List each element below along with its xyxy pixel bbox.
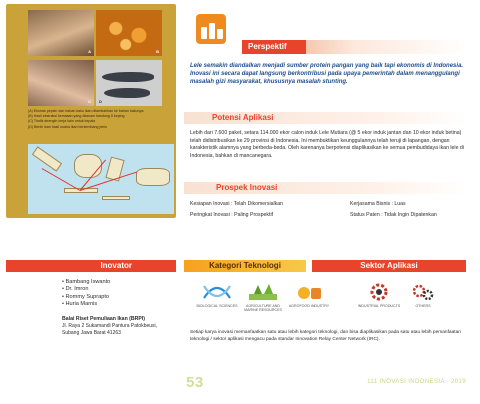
category-label: BIOLOGICAL SCIENCES bbox=[196, 304, 238, 308]
caption-line: (A) Ekstrak pepsin dari bahan kaku ikan ditambahkan ke bahan bakunya bbox=[28, 109, 144, 113]
indonesia-distribution-map bbox=[28, 144, 174, 214]
category-biological-sciences bbox=[194, 282, 240, 308]
gear-icon bbox=[362, 282, 396, 302]
sector-label: INDUSTRIAL PRODUCTS bbox=[357, 304, 401, 308]
perspektif-bar bbox=[306, 40, 466, 54]
gears-icon bbox=[406, 282, 440, 302]
photo-fish-dissection bbox=[28, 60, 94, 106]
institution-name: Balai Riset Pemuliaan Ikan (BRPI) bbox=[62, 316, 146, 322]
prospek-title: Prospek Inovasi bbox=[184, 182, 466, 194]
prospek-status-paten: Status Paten : Tidak Ingin Dipatenkan bbox=[350, 212, 437, 218]
kategori-title: Kategori Teknologi bbox=[184, 260, 306, 272]
sector-industrial-products bbox=[356, 282, 402, 308]
photo-label-b: B bbox=[156, 49, 159, 54]
photo-label-c: C bbox=[88, 99, 91, 104]
photo-fish-belly bbox=[28, 10, 94, 56]
inovator-name: • Dr. Imron bbox=[62, 286, 89, 293]
caption-line: (D) Benih ikan hasil usaha ikan berkembang jenis bbox=[28, 124, 107, 129]
photo-fish-eggs bbox=[96, 10, 162, 56]
caption-line: (C) Tindik strength kerja kain untuk kepala bbox=[28, 119, 96, 124]
caption-line: (B) Hasil ekstraksi kemasan yang ditanam kandung 5 keping bbox=[28, 114, 125, 119]
catfish-image-1 bbox=[102, 72, 154, 82]
map-island-nusa-tenggara bbox=[102, 196, 130, 200]
perspektif-title: Perspektif bbox=[242, 40, 306, 54]
bottle-shape bbox=[201, 27, 207, 39]
category-agriculture-marine bbox=[240, 282, 286, 313]
photo-panel bbox=[6, 4, 176, 218]
potensi-text: Lebih dari 7.600 paket, setara 114.000 ekor calon induk Lele Mutiara (@ 5 ekor induk jantan dan 10 ekor induk betina) telah didistribusikan ke 29 provinsi di Indonesia. Ini membuktikan keunggulannya telah teruji di lapangan, dengan karakteristik alamnya yang berbeda-beda. Oleh karenanya berpotensi diaplikasikan ke semua pembudidaya ikan lele di Indonesia, bahkan di mancanegara. bbox=[190, 130, 464, 159]
category-label: AGROFOOD INDUSTRY bbox=[288, 304, 330, 308]
inovator-name: • Rommy Suprapto bbox=[62, 293, 110, 300]
inovator-list bbox=[62, 279, 110, 309]
leaf-field-icon bbox=[246, 282, 280, 302]
sector-others bbox=[400, 282, 446, 308]
sektor-title: Sektor Aplikasi bbox=[312, 260, 466, 272]
category-agrofood-industry bbox=[286, 282, 332, 308]
sector-label: OTHERS bbox=[415, 304, 431, 308]
perspektif-text: Lele semakin diandalkan menjadi sumber protein pangan yang baik tapi ekonomis di Indonesia. Inovasi ini secara dapat langsung berkontribusi pada upaya pemerintah dalam menanggulangi masalah gizi masyarakat, khususnya masalah stunting. bbox=[190, 63, 464, 86]
category-footnote: Setiap karya inovasi memanfaatkan satu atau lebih kategori teknologi, dan bisa diaplikasikan pada satu atau lebih pemanfaatan teknologi / sektor aplikasi mengacu pada standar Innovation Relay Center Network (IRC). bbox=[190, 330, 461, 342]
lab-flask-icon bbox=[196, 14, 226, 44]
map-island-papua bbox=[136, 168, 170, 186]
map-island-sumatra bbox=[32, 146, 62, 171]
prospek-peringkat: Peringkat Inovasi : Paling Prospektif bbox=[190, 212, 274, 218]
page-number: 53 bbox=[186, 374, 204, 391]
institution-address: Jl. Raya 2 Sukamandi Pantura Patokbeusi, Subang Jawa Barat 41263 bbox=[62, 323, 158, 336]
inovator-name: • Bambang Iswanto bbox=[62, 279, 111, 285]
bottle-shape bbox=[217, 29, 223, 39]
prospek-kesiapan: Kesiapan Inovasi : Telah Dikomersialkan bbox=[190, 201, 284, 207]
prospek-kerjasama: Kerjasama Bisnis : Luas bbox=[350, 201, 406, 207]
catfish-image-2 bbox=[104, 88, 150, 98]
agrofood-icon bbox=[292, 282, 326, 302]
photo-captions bbox=[28, 109, 164, 130]
map-island-kalimantan bbox=[74, 154, 102, 178]
footer-brand: 111 INOVASI INDONESIA - 2019 bbox=[367, 379, 466, 385]
category-label: AGRICULTURE AND MARINE RESOURCES bbox=[244, 304, 282, 313]
inovator-title: Inovator bbox=[6, 260, 176, 272]
dna-icon bbox=[200, 282, 234, 302]
inovator-name: • Huria Marnis bbox=[62, 301, 98, 308]
photo-label-a: A bbox=[88, 49, 91, 54]
potensi-title: Potensi Aplikasi bbox=[184, 112, 466, 124]
photo-catfish bbox=[96, 60, 162, 106]
bottle-shape bbox=[209, 23, 215, 39]
photo-label-d: D bbox=[99, 99, 102, 104]
